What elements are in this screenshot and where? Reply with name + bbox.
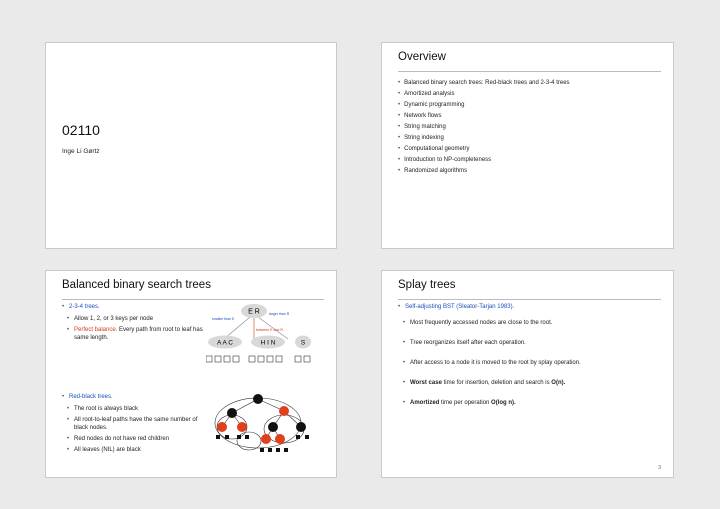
rb-node-black	[268, 422, 278, 432]
bold-text: O(log n).	[491, 400, 516, 406]
slide-heading: Splay trees	[398, 279, 456, 291]
heading-divider	[62, 299, 324, 300]
node-right-label: S	[300, 339, 306, 347]
diagram-234-tree	[206, 301, 336, 373]
list-item-text: time per operation	[439, 400, 492, 406]
node-left-label: A A C	[217, 339, 233, 347]
list-item: • Allow 1, 2, or 3 keys per node	[67, 315, 212, 323]
bold-text: Worst case	[410, 380, 442, 386]
rb-node-red	[275, 434, 285, 444]
section-234-trees	[62, 303, 212, 345]
list-item: • Network flows	[398, 111, 570, 122]
slide-overview	[381, 42, 674, 249]
label-larger: larger than R	[269, 312, 290, 316]
emphasis-text: Perfect balance.	[74, 327, 118, 333]
section-heading: • Red-black trees.	[62, 393, 212, 401]
list-item: • Amortized analysis	[398, 89, 570, 100]
author-name: Inge Li Gørtz	[62, 148, 100, 155]
slide-title	[45, 42, 337, 249]
list-item: • Most frequently accessed nodes are close to the root.	[403, 319, 663, 327]
page-number: 3	[658, 465, 661, 471]
leaf-row	[206, 356, 310, 362]
node-root-label: E R	[248, 308, 260, 316]
label-between: between E and R	[256, 328, 283, 332]
rb-node-black	[296, 422, 306, 432]
heading-divider	[398, 299, 661, 300]
diagram-red-black-tree	[206, 391, 336, 466]
list-item: • The root is always black	[67, 405, 212, 413]
rb-node-red	[279, 406, 289, 416]
list-item: • All root-to-leaf paths have the same number of black nodes.	[67, 416, 212, 432]
heading-divider	[398, 71, 661, 72]
list-item: • Dynamic programming	[398, 100, 570, 111]
splay-content	[398, 303, 663, 410]
rb-node-red	[217, 422, 227, 432]
rb-node-black	[227, 408, 237, 418]
list-item	[67, 326, 212, 342]
slide-balanced-bst	[45, 270, 337, 478]
list-item: • Randomized algorithms	[398, 166, 570, 177]
section-heading: • Self-adjusting BST (Sleator-Tarjan 1983).	[398, 303, 663, 311]
list-item: • After access to a node it is moved to the root by splay operation.	[403, 359, 663, 367]
slide-splay-trees	[381, 270, 674, 478]
section-heading: • 2-3-4 trees.	[62, 303, 212, 311]
list-item-text: time for insertion, deletion and search is	[441, 380, 552, 386]
list-item: • Introduction to NP-completeness	[398, 155, 570, 166]
section-red-black-trees	[62, 393, 212, 457]
list-item: • Red nodes do not have red children	[67, 435, 212, 443]
rb-node-black	[253, 394, 263, 404]
list-item: • Balanced binary search trees: Red-black trees and 2-3-4 trees	[398, 78, 570, 89]
list-item	[403, 399, 663, 407]
course-code: 02110	[62, 122, 100, 138]
list-item-text: Every path from root to leaf has same length.	[74, 327, 203, 341]
rb-node-red	[261, 434, 271, 444]
bold-text: Amortized	[410, 400, 440, 406]
list-item: • Computational geometry	[398, 144, 570, 155]
list-item: • String indexing	[398, 133, 570, 144]
node-middle-label: H I N	[260, 339, 276, 347]
slide-heading: Overview	[398, 51, 446, 63]
rb-node-red	[237, 422, 247, 432]
slide-heading: Balanced binary search trees	[62, 279, 211, 291]
list-item: • All leaves (NIL) are black	[67, 446, 212, 454]
list-item: • Tree reorganizes itself after each operation.	[403, 339, 663, 347]
label-smaller: smaller than E	[212, 317, 235, 321]
bold-text: O(n).	[551, 380, 566, 386]
list-item	[403, 379, 663, 387]
overview-list	[398, 78, 570, 177]
list-item: • String matching	[398, 122, 570, 133]
